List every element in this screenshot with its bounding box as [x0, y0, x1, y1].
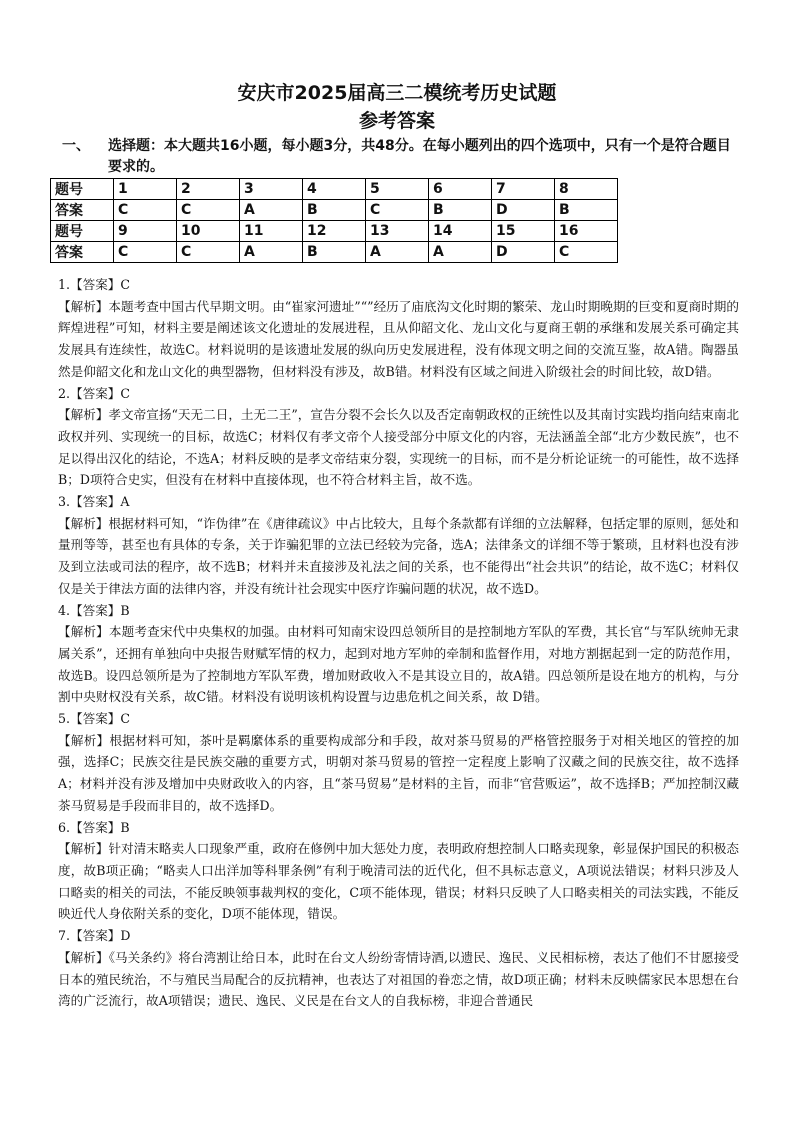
answer-table-cell: C	[177, 200, 240, 221]
section-heading	[62, 136, 742, 178]
answer-table-cell: 5	[366, 179, 429, 200]
answer-table-cell: 2	[177, 179, 240, 200]
document-title: 安庆市2025届高三二模统考历史试题	[237, 82, 557, 104]
answer-table-row-label: 答案	[51, 200, 114, 221]
answer-table-cell: B	[429, 200, 492, 221]
answer-table-cell: 4	[303, 179, 366, 200]
answer-table-row-label: 题号	[51, 179, 114, 200]
answer-table-cell: B	[303, 242, 366, 263]
answer-table-cell: B	[555, 200, 618, 221]
answer-table-cell: C	[366, 200, 429, 221]
answer-table-cell: 7	[492, 179, 555, 200]
answer-table-cell: D	[492, 242, 555, 263]
answer-table-cell: A	[429, 242, 492, 263]
answer-table-row	[51, 200, 618, 221]
answer-table-row	[51, 179, 618, 200]
answer-table-cell: B	[303, 200, 366, 221]
answer-table-cell: 6	[429, 179, 492, 200]
question-analysis: 【解析】针对清末略卖人口现象严重，政府在修例中加大惩处力度，表明政府想控制人口略卖现象，彰显保护国民的积极态度，故B项正确；“略卖人口出洋加等科罪条例”有利于晚清司法的近代化，但不具标志意义，A项说法错误；材料只涉及人口略卖的相关的司法，不能反映领事裁判权的变化，C项不能体现，错误；材料只反映了人口略卖相关的司法实践，不能反映近代人身依附关系的变化，D项不能体现，错误。	[58, 841, 739, 922]
answer-table-cell: 11	[240, 221, 303, 242]
question-analysis: 【解析】《马关条约》将台湾割让给日本，此时在台文人纷纷寄情诗酒,以遗民、逸民、义民相标榜，表达了他们不甘愿接受日本的殖民统治，不与殖民当局配合的反抗精神，也表达了对祖国的眷恋之情，故D项正确；材料未反映儒家民本思想在台湾的广泛流行，故A项错误；遗民、逸民、义民是在台文人的自我标榜，非迎合普通民	[58, 949, 739, 1009]
section-text: 选择题：本大题共16小题，每小题3分，共48分。在每小题列出的四个选项中，只有一个是符合题目要求的。	[108, 138, 731, 175]
answer-table-cell: 13	[366, 221, 429, 242]
answer-table-cell: 15	[492, 221, 555, 242]
question-answer: 4.【答案】B	[58, 602, 130, 618]
answer-table-row-label: 题号	[51, 221, 114, 242]
answer-table-cell: A	[240, 200, 303, 221]
answer-table-cell: C	[114, 200, 177, 221]
question-answer: 2.【答案】C	[58, 385, 131, 401]
analysis-body	[58, 274, 739, 1012]
question-answer: 5.【答案】C	[58, 711, 131, 727]
question-analysis: 【解析】本题考查中国古代早期文明。由“崔家河遗址”“”经历了庙底沟文化时期的繁荣、龙山时期晚期的巨变和夏商时期的辉煌进程”可知，材料主要是阐述该文化遗址的发展进程，且从仰韶文化、龙山文化与夏商王朝的承继和发展关系可确定其发展具有连续性，故选C。材料说明的是该遗址发展的纵向历史发展进程，没有体现文明之间的交流互鉴，故A错。陶器虽然是仰韶文化和龙山文化的典型器物，但材料没有涉及，故B错。材料没有区域之间进入阶级社会的时间比较，故D错。	[58, 298, 739, 379]
question-analysis: 【解析】根据材料可知，“诈伪律”在《唐律疏议》中占比较大，且每个条款都有详细的立法解释，包括定罪的原则，惩处和量刑等等，甚至也有具体的专条，关于诈骗犯罪的立法已经较为完备，选A；法律条文的详细不等于繁琐，且材料也没有涉及到立法或司法的程序，故不选B；材料并未直接涉及礼法之间的关系，也不能得出“社会共识”的结论，故不选C；材料仅仅是关于律法方面的法律内容，并没有统计社会现实中医疗诈骗问题的状况，故不选D。	[58, 515, 739, 596]
question-analysis: 【解析】本题考查宋代中央集权的加强。由材料可知南宋设四总领所目的是控制地方军队的军费，其长官“与军队统帅无隶属关系”，还拥有单独向中央报告财赋军情的权力，起到对地方军帅的牵制和监督作用，对地方割据起到一定的防范作用，故选B。设四总领所是为了控制地方军队军费，增加财政收入不是其设立目的，故A错。四总领所是设在地方的机构，与分割中央财权没有关系，故C错。材料没有说明该机构设置与边患危机之间关系，故 D错。	[58, 624, 739, 705]
answer-table-cell: 10	[177, 221, 240, 242]
answer-table-row	[51, 221, 618, 242]
question-analysis: 【解析】孝文帝宣扬“天无二日，土无二王”，宣告分裂不会长久以及否定南朝政权的正统性以及其南讨实践均指向结束南北政权并列、实现统一的目标，故选C；材料仅有孝文帝个人接受部分中原文化的内容，无法涵盖全部“北方少数民族”，也不足以得出汉化的结论，不选A；材料反映的是孝文帝结束分裂，实现统一的目标，而不是分析论证统一的可能性，故不选择B；D项符合史实，但没有在材料中直接体现，也不符合材料主旨，故不选。	[58, 407, 739, 488]
answer-table	[50, 178, 618, 263]
question-answer: 3.【答案】A	[58, 494, 130, 510]
answer-table-cell: 14	[429, 221, 492, 242]
answer-table-row	[51, 242, 618, 263]
answer-table-cell: 16	[555, 221, 618, 242]
answer-table-cell: A	[240, 242, 303, 263]
section-number: 一、	[62, 138, 90, 154]
question-answer: 7.【答案】D	[58, 928, 131, 944]
answer-table-cell: C	[114, 242, 177, 263]
document-subtitle: 参考答案	[358, 110, 435, 132]
question-answer: 6.【答案】B	[58, 819, 130, 835]
answer-table-cell: D	[492, 200, 555, 221]
answer-table-cell: 1	[114, 179, 177, 200]
answer-table-cell: 12	[303, 221, 366, 242]
answer-table-cell: C	[555, 242, 618, 263]
answer-table-cell: C	[177, 242, 240, 263]
answer-table-cell: 8	[555, 179, 618, 200]
answer-table-cell: A	[366, 242, 429, 263]
answer-table-row-label: 答案	[51, 242, 114, 263]
question-answer: 1.【答案】C	[58, 277, 131, 292]
answer-table-cell: 3	[240, 179, 303, 200]
answer-table-cell: 9	[114, 221, 177, 242]
question-analysis: 【解析】根据材料可知，茶叶是羁縻体系的重要构成部分和手段，故对茶马贸易的严格管控服务于对相关地区的管控的加强，选择C；民族交往是民族交融的重要方式，明朝对茶马贸易的管控一定程度上影响了汉藏之间的民族交往，故不选择A；材料并没有涉及增加中央财政收入的内容，且“茶马贸易”是材料的主旨，而非“官营贩运”，故不选择B；严加控制汉藏茶马贸易是手段而非目的，故不选择D。	[58, 732, 739, 813]
